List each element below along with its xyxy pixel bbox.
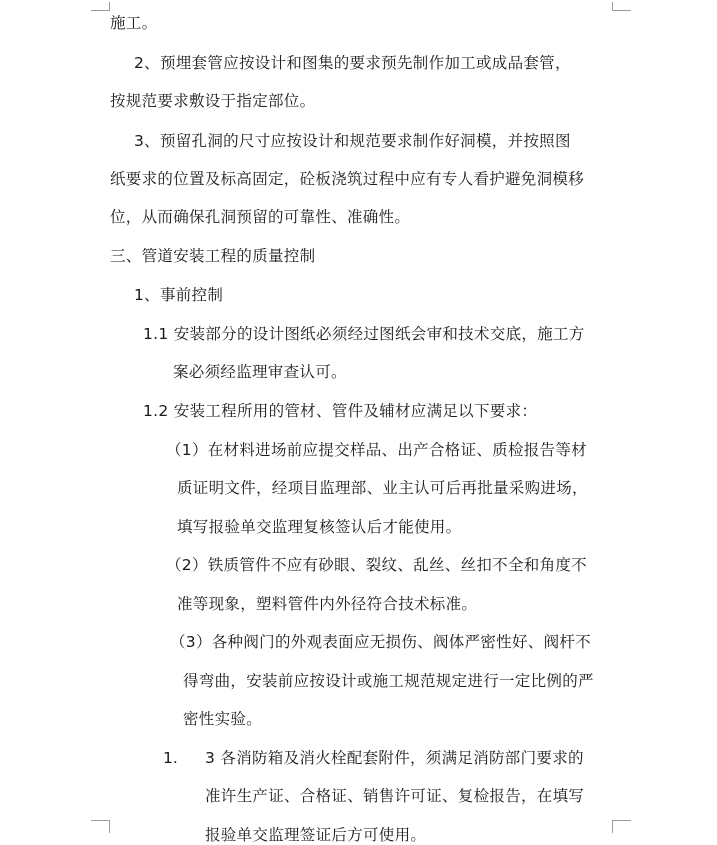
paragraph-line: 按规范要求敷设于指定部位。 bbox=[110, 92, 316, 110]
paragraph-line: 纸要求的位置及标高固定，砼板浇筑过程中应有专人看护避免洞模移 bbox=[110, 170, 585, 188]
paragraph-line: 准许生产证、合格证、销售许可证、复检报告，在填写 bbox=[205, 787, 585, 805]
section-heading: 三、管道安装工程的质量控制 bbox=[110, 247, 316, 265]
paragraph-line: 2、预埋套管应按设计和图集的要求预先制作加工或成品套管， bbox=[134, 54, 571, 72]
subsection-heading: 1、事前控制 bbox=[134, 286, 224, 304]
paragraph-line: 报验单交监理签证后方可使用。 bbox=[205, 826, 427, 844]
paragraph-line: （2）铁质管件不应有砂眼、裂纹、乱丝、丝扣不全和角度不 bbox=[166, 556, 587, 574]
paragraph-line: （3）各种阀门的外观表面应无损伤、阀体严密性好、阀杆不 bbox=[170, 633, 591, 651]
page-corner-mark bbox=[91, 820, 110, 833]
paragraph-line: 填写报验单交监理复核签认后才能使用。 bbox=[177, 518, 462, 536]
paragraph-line: 施工。 bbox=[110, 14, 158, 32]
page-corner-mark bbox=[612, 820, 631, 833]
paragraph-line: 3、预留孔洞的尺寸应按设计和规范要求制作好洞模，并按照图 bbox=[134, 132, 571, 150]
page-corner-mark bbox=[91, 2, 110, 11]
paragraph-line: 位，从而确保孔洞预留的可靠性、准确性。 bbox=[110, 208, 411, 226]
paragraph-line: 密性实验。 bbox=[183, 710, 263, 728]
paragraph-line: 1.2 安装工程所用的管材、管件及辅材应满足以下要求： bbox=[143, 402, 538, 420]
paragraph-line: 得弯曲，安装前应按设计或施工规范规定进行一定比例的严 bbox=[183, 672, 594, 690]
list-marker: 1. bbox=[163, 749, 178, 767]
paragraph-line: 质证明文件，经项目监理部、业主认可后再批量采购进场， bbox=[177, 479, 588, 497]
page-corner-mark bbox=[612, 2, 631, 11]
paragraph-line: （1）在材料进场前应提交样品、出产合格证、质检报告等材 bbox=[166, 441, 587, 459]
paragraph-line: 案必须经监理审查认可。 bbox=[173, 363, 347, 381]
paragraph-line: 1.1 安装部分的设计图纸必须经过图纸会审和技术交底，施工方 bbox=[143, 325, 585, 343]
paragraph-line: 准等现象，塑料管件内外径符合技术标准。 bbox=[177, 595, 478, 613]
paragraph-line: 3 各消防箱及消火栓配套附件，须满足消防部门要求的 bbox=[205, 749, 584, 767]
